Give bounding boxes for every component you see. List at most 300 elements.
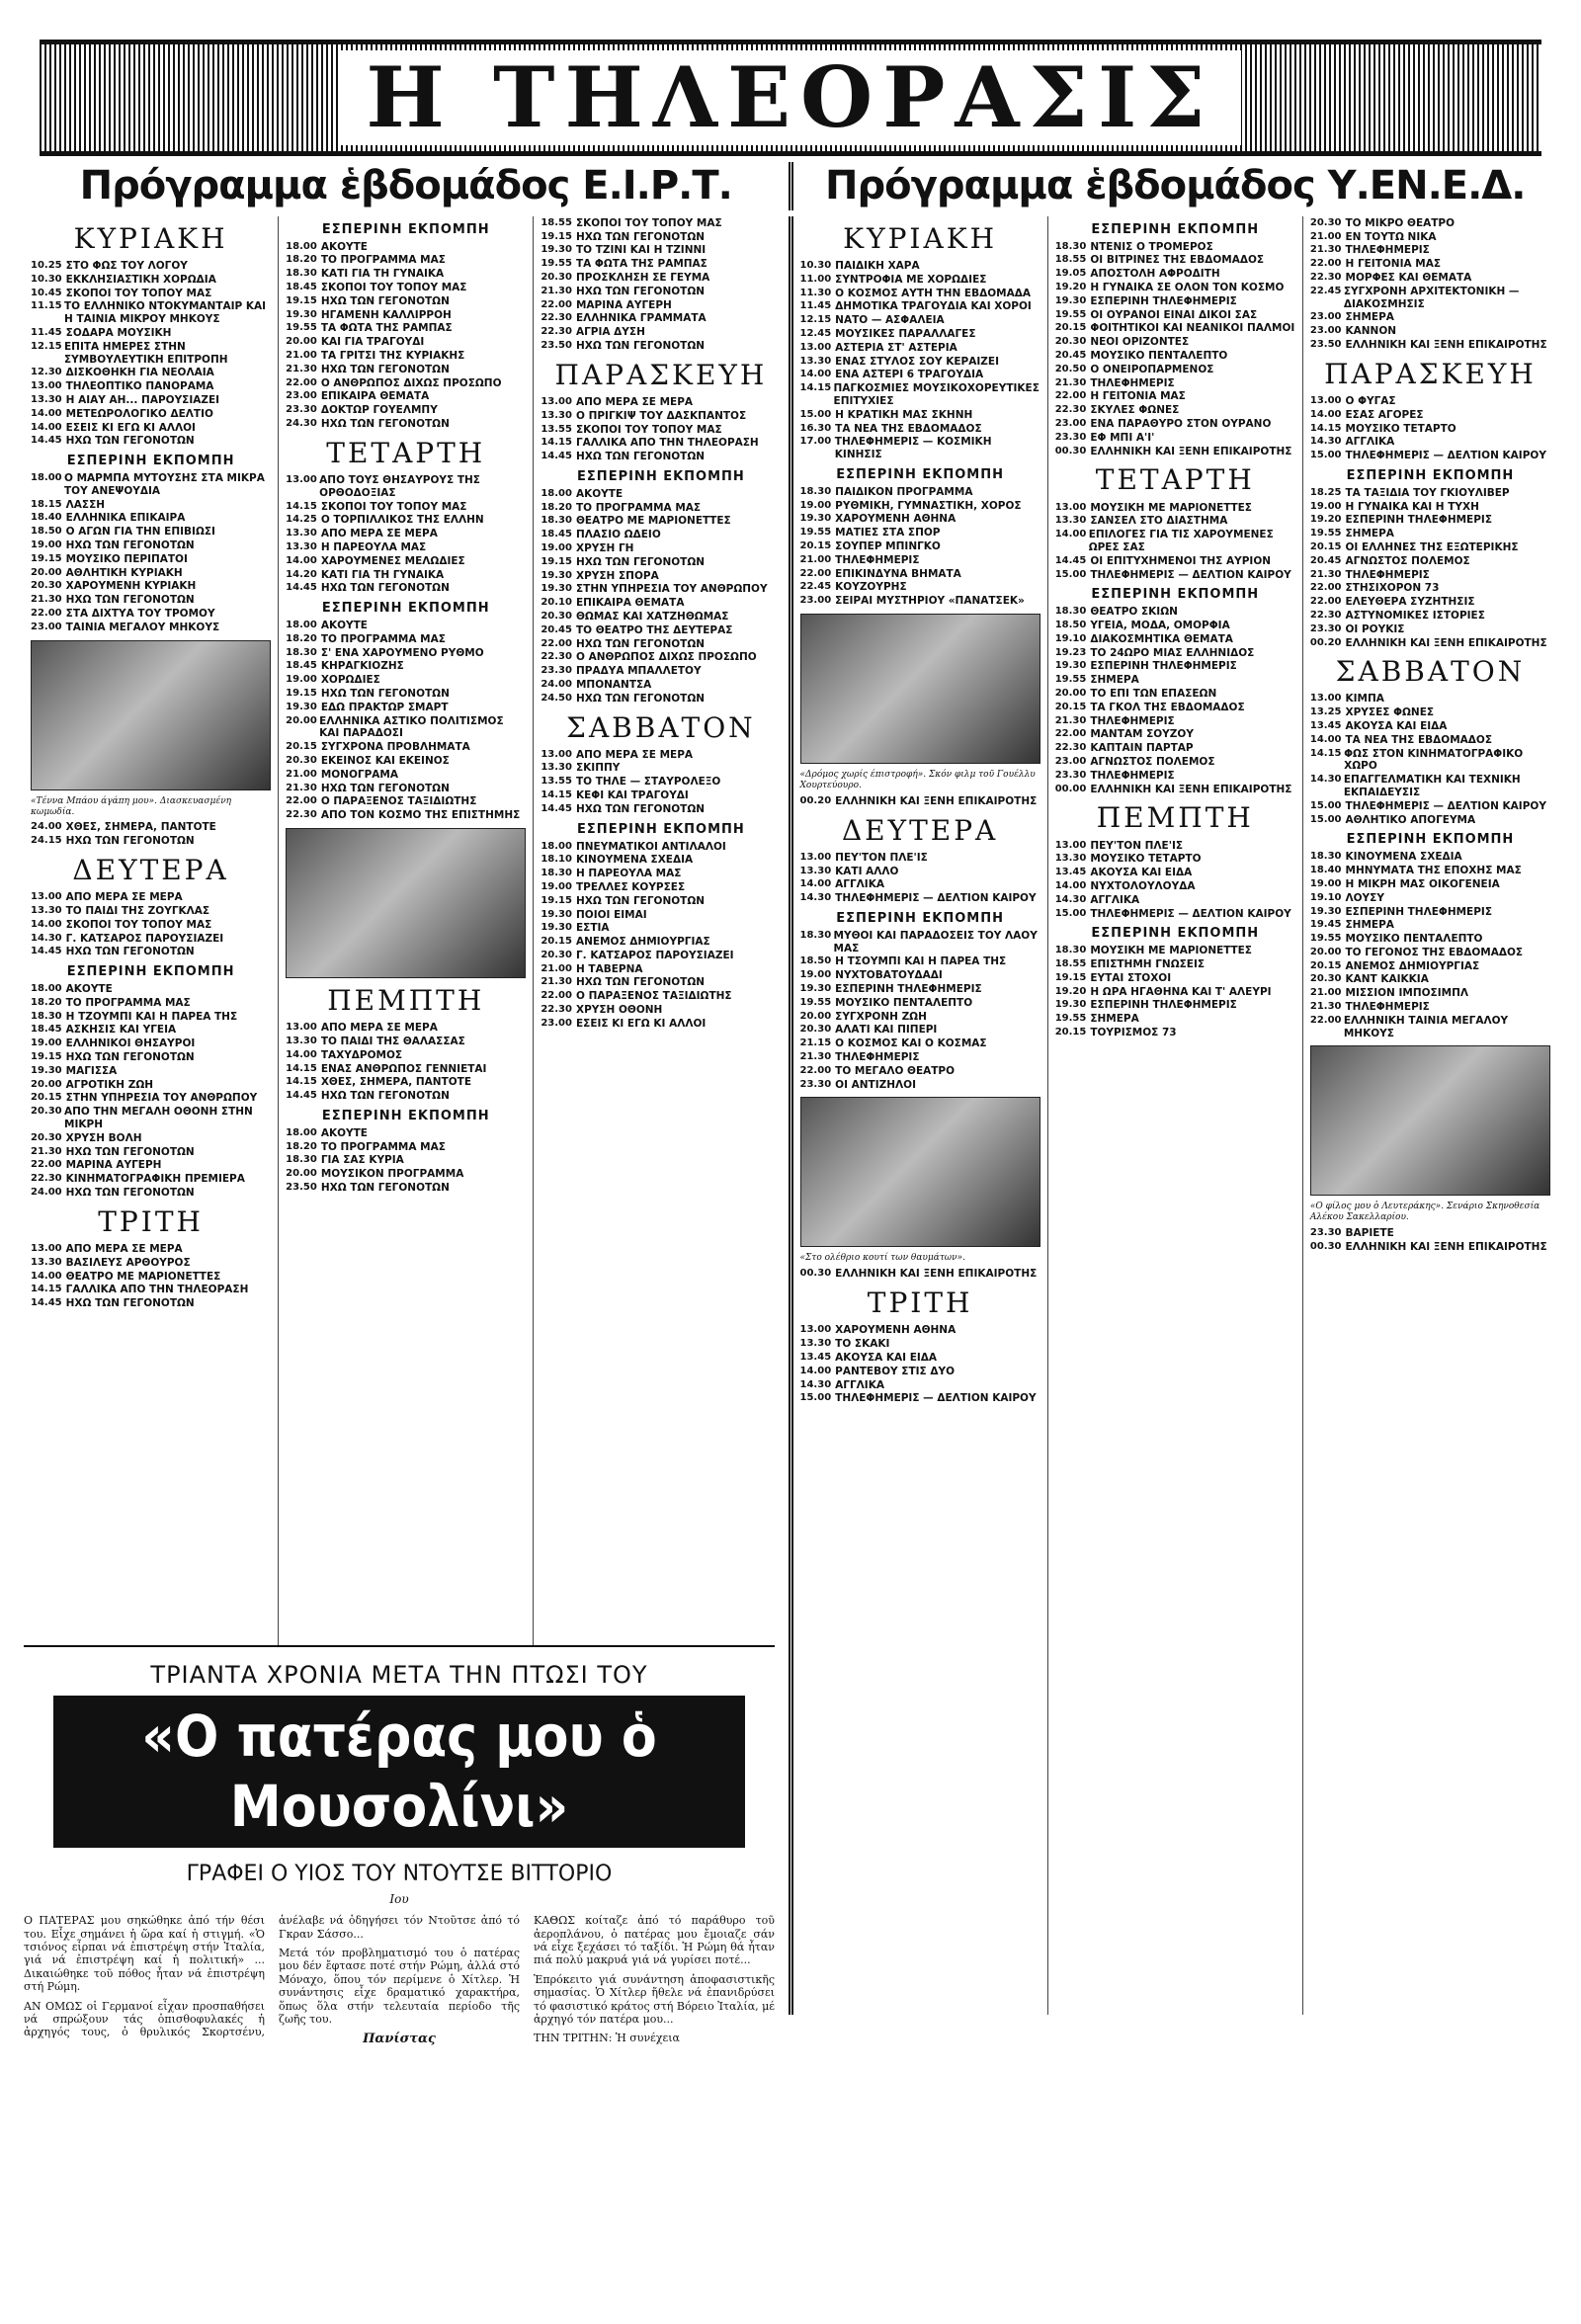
schedule-item [800, 1051, 1040, 1064]
schedule-title: Η ΤΑΒΕΡΝΑ [575, 962, 643, 975]
schedule-title: ΧΘΕΣ, ΣΗΜΕΡΑ, ΠΑΝΤΟΤΕ [65, 821, 216, 834]
schedule-title: ΣΗΜΕΡΑ [1345, 311, 1394, 324]
schedule-time: 14.45 [286, 1090, 317, 1102]
schedule-time: 22.30 [541, 326, 572, 338]
schedule-title: ΣΥΓΧΡΟΝΗ ΖΩΗ [835, 1010, 927, 1023]
schedule-time: 23.30 [541, 665, 572, 677]
schedule-item [1055, 377, 1295, 390]
schedule-item [31, 422, 271, 435]
schedule-title: ΣΟΥΠΕΡ ΜΠΙΝΓΚΟ [835, 540, 941, 552]
schedule-title: ΧΑΡΟΥΜΕΝΕΣ ΜΕΛΩΔΙΕΣ [320, 554, 465, 567]
schedule-list [31, 472, 271, 634]
schedule-time: 18.00 [286, 620, 317, 630]
schedule-time: 22.00 [799, 1064, 832, 1076]
schedule-item [286, 1182, 526, 1195]
schedule-time: 19.00 [799, 499, 832, 511]
schedule-title: ΧΑΡΟΥΜΕΝΗ ΚΥΡΙΑΚΗ [65, 580, 197, 593]
schedule-item [1055, 945, 1295, 957]
schedule-title: ΤΟ ΜΙΚΡΟ ΘΕΑΤΡΟ [1345, 216, 1456, 229]
schedule-time: 13.30 [799, 1338, 832, 1350]
day-heading: ΠΑΡΑΣΚΕΥΗ [554, 358, 768, 391]
schedule-title: ΤΗΛΕΦΗΜΕΡΙΣ — ΔΕΛΤΙΟΝ ΚΑΙΡΟΥ [835, 892, 1037, 905]
schedule-time: 20.30 [799, 1024, 832, 1036]
schedule-time: 22.45 [799, 581, 832, 593]
schedule-title: ΜΟΥΣΙΚΗ ΜΕ ΜΑΡΙΟΝΕΤΤΕΣ [1090, 501, 1252, 514]
schedule-time: 00.20 [1309, 636, 1342, 648]
schedule-title: Σ' ΕΝΑ ΧΑΡΟΥΜΕΝΟ ΡΥΘΜΟ [320, 646, 484, 659]
schedule-title: ΓΙΑ ΣΑΣ ΚΥΡΙΑ [320, 1154, 404, 1167]
schedule-time: 14.45 [286, 582, 317, 594]
schedule-time: 14.30 [799, 1378, 832, 1390]
schedule-time: 22.30 [541, 651, 572, 663]
schedule-title: ΕΣΠΕΡΙΝΗ ΤΗΛΕΦΗΜΕΡΙΣ [1090, 999, 1237, 1012]
schedule-time: 14.45 [31, 946, 62, 957]
schedule-title: ΕΛΛΗΝΙΚΗ ΚΑΙ ΞΕΝΗ ΕΠΙΚΑΙΡΟΤΗΣ [835, 794, 1038, 807]
schedule-item [1310, 693, 1550, 706]
schedule-time: 20.45 [1054, 350, 1087, 362]
schedule-item [1310, 720, 1550, 733]
schedule-item [1310, 973, 1550, 986]
schedule-title: ΗΧΩ ΤΩΝ ΓΕΓΟΝΟΤΩΝ [320, 582, 450, 595]
schedule-time: 14.15 [286, 500, 317, 512]
schedule-time: 21.30 [1309, 568, 1342, 580]
schedule-time: 00.30 [799, 1268, 832, 1280]
schedule-time: 19.30 [286, 308, 317, 320]
schedule-time: 14.30 [1309, 774, 1342, 786]
schedule-item [541, 881, 781, 894]
schedule-time: 19.30 [799, 513, 832, 525]
schedule-title: ΑΓΓΛΙΚΑ [835, 1378, 884, 1391]
eirt-title: Πρόγραμμα ἑβδομάδος Ε.Ι.Ρ.Τ. [24, 162, 793, 210]
schedule-title: ΝΥΧΤΟΛΟΥΛΟΥΔΑ [1090, 879, 1196, 892]
schedule-item [286, 795, 526, 808]
schedule-item [541, 976, 781, 989]
schedule-title: ΗΧΩ ΤΩΝ ΓΕΓΟΝΟΤΩΝ [575, 637, 706, 650]
program-titles [24, 162, 1557, 210]
schedule-item [31, 1159, 271, 1172]
schedule-item [1055, 620, 1295, 632]
schedule-time: 14.00 [1054, 879, 1087, 891]
schedule-title: ΗΧΩ ΤΩΝ ΓΕΓΟΝΟΤΩΝ [65, 594, 195, 607]
schedule-item [1310, 637, 1550, 650]
schedule-item [541, 789, 781, 802]
schedule-title: ΣΤΟ ΦΩΣ ΤΟΥ ΛΟΓΟΥ [65, 259, 188, 272]
schedule-time: 23.00 [541, 1017, 572, 1029]
schedule-time: 20.50 [1054, 363, 1087, 374]
schedule-title: Ο ΤΟΡΠΙΛΛΙΚΟΣ ΤΗΣ ΕΛΛΗΝ [320, 514, 484, 527]
schedule-item [286, 1127, 526, 1140]
schedule-time: 18.00 [286, 1126, 317, 1138]
schedule-title: ΑΚΟΥΣΑ ΚΑΙ ΕΙΔΑ [835, 1351, 938, 1364]
schedule-time: 22.30 [1309, 271, 1342, 283]
schedule-item [31, 1011, 271, 1024]
schedule-title: ΤΑ ΦΩΤΑ ΤΗΣ ΡΑΜΠΑΣ [575, 258, 707, 271]
article-author: Ιου [389, 1891, 409, 1906]
schedule-title: ΗΓΑΜΕΝΗ ΚΑΛΛΙΡΡΟΗ [320, 308, 452, 321]
schedule-time: 19.20 [1054, 282, 1087, 293]
schedule-time: 22.30 [1054, 742, 1087, 754]
schedule-title: ΕΣΕΙΣ ΚΙ ΕΓΩ ΚΙ ΑΛΛΟΙ [65, 421, 196, 434]
schedule-item [286, 295, 526, 308]
schedule-item [286, 282, 526, 294]
schedule-time: 14.00 [799, 369, 832, 380]
schedule-item [1310, 933, 1550, 946]
schedule-item [1310, 919, 1550, 932]
schedule-item [31, 540, 271, 552]
schedule-item [800, 1338, 1040, 1351]
evening-heading: ΕΣΠΕΡΙΝΗ ΕΚΠΟΜΠΗ [321, 601, 490, 617]
schedule-title: ΧΑΡΟΥΜΕΝΗ ΑΘΗΝΑ [835, 1324, 957, 1337]
schedule-item [1055, 432, 1295, 445]
schedule-time: 18.20 [31, 996, 62, 1008]
schedule-time: 19.23 [1054, 646, 1087, 658]
schedule-time: 20.15 [1054, 701, 1087, 712]
schedule-time: 18.30 [799, 485, 832, 497]
schedule-time: 22.00 [799, 567, 832, 579]
schedule-item [31, 1257, 271, 1270]
schedule-time: 19.30 [541, 569, 572, 581]
schedule-title: ΕΠΙΣΤΗΜΗ ΓΝΩΣΕΙΣ [1090, 957, 1206, 970]
schedule-title: ΗΧΩ ΤΩΝ ΓΕΓΟΝΟΤΩΝ [65, 539, 195, 551]
schedule-title: ΤΑΧΥΔΡΟΜΟΣ [320, 1048, 403, 1061]
schedule-item [1310, 610, 1550, 622]
schedule-title: ΣΤΑ ΔΙΧΤΥΑ ΤΟΥ ΤΡΟΜΟΥ [65, 607, 215, 620]
schedule-time: 24.50 [541, 692, 572, 704]
schedule-item [800, 486, 1040, 499]
schedule-time: 18.25 [1309, 486, 1342, 498]
schedule-title: ΑΓΡΙΑ ΔΥΣΗ [575, 326, 645, 339]
day-heading: ΣΑΒΒΑΤΟΝ [1335, 655, 1526, 689]
photo-caption: «Δρόμος χωρίς έπιστροφή». Σκόν φιλμ τοῦ Γουέλλυ Χουρτεύουρο. [799, 769, 1036, 790]
schedule-list [1310, 851, 1550, 1039]
article-subhead: Πανίστας [363, 2032, 436, 2047]
schedule-time: 22.00 [31, 607, 62, 619]
schedule-time: 18.00 [286, 240, 317, 252]
schedule-item [286, 1022, 526, 1035]
schedule-item [800, 314, 1040, 327]
schedule-title: ΣΥΝΤΡΟΦΙΑ ΜΕ ΧΟΡΩΔΙΕΣ [835, 273, 987, 286]
schedule-item [1055, 715, 1295, 728]
schedule-time: 24.30 [286, 418, 317, 430]
schedule-time: 12.30 [31, 367, 62, 378]
schedule-title: ΟΙ ΒΙΤΡΙΝΕΣ ΤΗΣ ΕΒΔΟΜΑΔΟΣ [1090, 254, 1265, 267]
schedule-title: ΤΟ ΜΕΓΑΛΟ ΘΕΑΤΡΟ [835, 1064, 956, 1077]
schedule-item [800, 1366, 1040, 1378]
schedule-time: 14.00 [31, 421, 62, 433]
schedule-item [286, 474, 526, 500]
schedule-time: 20.15 [541, 936, 572, 948]
article-paragraph: Ο ΠΑΤΕΡΑΣ μου σηκώθηκε ἀπό τήν θέσι του. Εἶχε σημάνει ἡ ὥρα καί ἡ στιγμή. «Ὁ τσιόνος εἶρπαι νά ἐπιστρέψη στήν Ἰταλία, γιά νά ἐπιστρέψη καί ἡ πολιτική» ... Δικαιώθηκε τοῦ πόθος ἦταν νά ἐπιστρέψη στή Ρώμη. [24, 1914, 265, 1994]
day-heading: ΠΑΡΑΣΚΕΥΗ [1324, 357, 1537, 390]
schedule-time: 13.30 [31, 393, 62, 405]
schedule-title: Ο ΠΑΡΑΞΕΝΟΣ ΤΑΞΙΔΙΩΤΗΣ [575, 990, 732, 1003]
schedule-time: 18.20 [286, 1140, 317, 1152]
day-heading: ΠΕΜΠΤΗ [327, 983, 485, 1017]
schedule-time: 18.10 [541, 854, 572, 866]
day-heading: ΚΥΡΙΑΚΗ [73, 221, 228, 255]
schedule-time: 14.25 [286, 514, 317, 526]
schedule-item [800, 1324, 1040, 1337]
schedule-title: ΗΧΩ ΤΩΝ ΓΕΓΟΝΟΤΩΝ [575, 451, 706, 463]
schedule-list [800, 260, 1040, 461]
schedule-time: 22.30 [541, 312, 572, 324]
schedule-item [31, 1271, 271, 1284]
schedule-time: 20.10 [541, 597, 572, 609]
schedule-item [541, 1018, 781, 1031]
schedule-title: ΤΟ ΠΡΟΓΡΑΜΜΑ ΜΑΣ [575, 501, 702, 514]
schedule-title: ΜΟΝΟΓΡΑΜΑ [320, 768, 398, 781]
schedule-time: 18.55 [541, 216, 572, 228]
schedule-item [800, 1379, 1040, 1392]
schedule-time: 23.30 [1309, 1227, 1342, 1239]
photo-still [286, 828, 526, 978]
schedule-title: ΧΡΥΣΗ ΒΟΛΗ [65, 1131, 142, 1144]
schedule-title: ΗΧΩ ΤΩΝ ΓΕΓΟΝΟΤΩΝ [575, 692, 706, 705]
schedule-time: 20.30 [541, 949, 572, 960]
article-kicker: ΤΡΙΑΝΤΑ ΧΡΟΝΙΑ ΜΕΤΑ ΤΗΝ ΠΤΩΣΙ ΤΟΥ [150, 1661, 648, 1689]
schedule-time: 22.45 [1309, 285, 1342, 296]
schedule-title: ΕΣΤΙΑ [575, 922, 610, 935]
schedule-time: 19.15 [31, 1051, 62, 1063]
schedule-title: ΑΚΟΥΤΕ [65, 983, 113, 996]
schedule-title: ΑΚΟΥΤΕ [320, 620, 368, 631]
evening-heading: ΕΣΠΕΡΙΝΗ ΕΚΠΟΜΠΗ [577, 468, 745, 484]
schedule-title: ΤΗΛΕΦΗΜΕΡΙΣ [1345, 568, 1430, 581]
schedule-item [1310, 311, 1550, 324]
schedule-item [1310, 541, 1550, 554]
photo-caption: «Ο φίλος μου ὁ Λευτεράκης». Σενάριο Σκηνοθεσία Αλέκου Σακελλαρίου. [1309, 1202, 1540, 1223]
schedule-title: ΕΛΛΗΝΙΚΗ ΚΑΙ ΞΕΝΗ ΕΠΙΚΑΙΡΟΤΗΣ [835, 1268, 1038, 1281]
schedule-item [1055, 350, 1295, 363]
schedule-time: 22.00 [1309, 258, 1342, 270]
schedule-item [286, 688, 526, 701]
schedule-time: 20.00 [799, 1010, 832, 1022]
schedule-title: ΑΝΕΜΟΣ ΔΗΜΙΟΥΡΓΙΑΣ [1345, 959, 1480, 972]
schedule-title: ΤΑ ΤΑΞΙΔΙΑ ΤΟΥ ΓΚΙΟΥΛΙΒΕΡ [1345, 486, 1510, 499]
schedule-item [1310, 865, 1550, 877]
article-paragraph: Ἐπρόκειτο γιά συνάντηση ἀποφασιστικῆς σημασίας. Ὁ Χίτλερ ἤθελε νά ἐπανιδρύσει τό φασιστικό κράτος στή Βόρειο Ἰταλία, μέ ἀρχηγό τόν πατέρα μου... [534, 1972, 775, 2027]
schedule-title: ΡΥΘΜΙΚΗ, ΓΥΜΝΑΣΤΙΚΗ, ΧΟΡΟΣ [835, 499, 1022, 512]
schedule-time: 20.15 [799, 540, 832, 551]
schedule-title: ΜΟΥΣΙΚΟ ΠΕΝΤΑΛΕΠΤΟ [835, 996, 973, 1009]
schedule-time: 13.00 [799, 1324, 832, 1336]
schedule-title: ΠΡΑΔΥΑ ΜΠΑΛΛΕΤΟΥ [575, 665, 702, 678]
schedule-title: ΗΧΩ ΤΩΝ ΓΕΓΟΝΟΤΩΝ [320, 1181, 450, 1194]
schedule-item [31, 512, 271, 525]
article-paragraph: ΑΝ ΟΜΩΣ οἱ Γερμανοί εἶχαν προσπαθήσει νά σπρώξουν τάς ὁπισθοφυλακές ἡ ἀρχηγός τους, ὁ θρυλικός Σκορτσένυ, ἀνέλαβε νά ὁδηγήσει τόν Ντοῦτσε ἀπό τό Γκραν Σάσσο... [24, 1914, 520, 2039]
schedule-item [1310, 582, 1550, 595]
schedule-item [1310, 1241, 1550, 1254]
schedule-time: 14.45 [1054, 554, 1087, 566]
schedule-time: 20.30 [541, 271, 572, 283]
schedule-item [800, 369, 1040, 381]
schedule-item [1310, 1227, 1550, 1240]
schedule-time: 22.30 [31, 1173, 62, 1185]
evening-heading: ΕΣΠΕΡΙΝΗ ΕΚΠΟΜΠΗ [1091, 587, 1260, 603]
schedule-item [286, 755, 526, 768]
schedule-item [800, 513, 1040, 526]
schedule-time: 24.15 [31, 835, 62, 847]
schedule-item [31, 260, 271, 273]
schedule-time: 19.15 [286, 687, 317, 699]
schedule-title: ΤΗΛΕΦΗΜΕΡΙΣ [1090, 714, 1175, 727]
schedule-item [541, 556, 781, 569]
schedule-time: 21.30 [1309, 244, 1342, 256]
schedule-title: ΝΤΕΝΙΣ Ο ΤΡΟΜΕΡΟΣ [1090, 240, 1213, 253]
schedule-time: 13.45 [1054, 867, 1087, 878]
schedule-time: 18.30 [1054, 606, 1087, 618]
schedule-item [541, 762, 781, 775]
schedule-title: ΕΝΑΣ ΣΤΥΛΟΣ ΣΟΥ ΚΕΡΑΙΖΕΙ [835, 355, 999, 368]
schedule-title: ΚΑΤΙ ΓΙΑ ΤΗ ΓΥΝΑΙΚΑ [320, 568, 445, 581]
schedule-item [31, 380, 271, 393]
schedule-title: ΚΑΤΙ ΑΛΛΟ [835, 865, 899, 877]
schedule-time: 22.00 [1054, 390, 1087, 402]
schedule-time: 11.30 [799, 287, 832, 298]
schedule-item [31, 1038, 271, 1050]
schedule-time: 19.00 [1309, 500, 1342, 512]
schedule-time: 18.45 [286, 660, 317, 672]
schedule-item [541, 340, 781, 353]
schedule-item [541, 286, 781, 298]
schedule-time: 14.15 [799, 382, 832, 394]
schedule-item [286, 322, 526, 335]
schedule-item [31, 905, 271, 918]
schedule-item [31, 919, 271, 932]
schedule-item [286, 633, 526, 646]
schedule-item [800, 581, 1040, 594]
schedule-title: ΧΑΡΟΥΜΕΝΗ ΑΘΗΝΑ [835, 513, 957, 526]
schedule-item [286, 377, 526, 390]
schedule-time: 20.00 [286, 1168, 317, 1180]
schedule-time: 12.15 [31, 340, 62, 352]
schedule-item [800, 866, 1040, 878]
schedule-title: ΚΑΠΤΑΙΝ ΠΑΡΤΑΡ [1090, 742, 1194, 755]
schedule-time: 18.30 [541, 868, 572, 879]
schedule-time: 21.30 [286, 782, 317, 793]
schedule-time: 20.00 [1054, 687, 1087, 699]
schedule-item [286, 254, 526, 267]
schedule-item [1310, 623, 1550, 636]
schedule-item [800, 892, 1040, 905]
schedule-time: 15.00 [1309, 450, 1342, 461]
schedule-title: ΓΑΛΛΙΚΑ ΑΠΟ ΤΗΝ ΤΗΛΕΟΡΑΣΗ [65, 1284, 249, 1296]
day-heading: ΤΕΤΑΡΤΗ [326, 436, 486, 469]
schedule-item [31, 1173, 271, 1186]
schedule-list [286, 474, 526, 595]
photo-caption: «Στο ολέθριο κουτί των θαυμάτων». [799, 1253, 965, 1264]
schedule-list [800, 930, 1040, 1092]
schedule-item [31, 1051, 271, 1064]
schedule-title: ΑΠΟ ΤΗΝ ΜΕΓΑΛΗ ΟΘΟΝΗ ΣΤΗΝ ΜΙΚΡΗ [64, 1106, 253, 1131]
photo-still [31, 640, 271, 790]
schedule-item [541, 693, 781, 706]
schedule-time: 18.20 [286, 254, 317, 266]
schedule-item [1310, 436, 1550, 449]
schedule-item [1055, 404, 1295, 417]
schedule-title: ΤΑ ΝΕΑ ΤΗΣ ΕΒΔΟΜΑΔΟΣ [835, 422, 982, 435]
schedule-item [31, 327, 271, 340]
schedule-time: 23.00 [1054, 755, 1087, 767]
schedule-item [31, 300, 271, 326]
schedule-item [1055, 254, 1295, 267]
schedule-title: Η ΤΣΟΥΜΠΙ ΚΑΙ Η ΠΑΡΕΑ ΤΗΣ [835, 955, 1007, 968]
evening-heading: ΕΣΠΕΡΙΝΗ ΕΚΠΟΜΠΗ [321, 221, 490, 237]
schedule-time: 18.20 [541, 501, 572, 513]
schedule-item [541, 437, 781, 450]
schedule-time: 13.30 [31, 905, 62, 917]
schedule-item [286, 741, 526, 754]
schedule-time: 21.00 [1309, 230, 1342, 242]
schedule-time: 21.00 [541, 962, 572, 974]
schedule-title: ΗΧΩ ΤΩΝ ΓΕΓΟΝΟΤΩΝ [320, 782, 450, 794]
schedule-title: ΣΗΜΕΡΑ [1090, 1013, 1139, 1026]
column-5 [1048, 216, 1303, 2015]
schedule-item [541, 665, 781, 678]
schedule-time: 14.00 [799, 1365, 832, 1376]
schedule-title: ΚΕΦΙ ΚΑΙ ΤΡΑΓΟΥΔΙ [575, 789, 689, 802]
schedule-time: 21.30 [286, 363, 317, 374]
schedule-item [541, 990, 781, 1003]
schedule-title: ΕΦ ΜΠΙ Α'Ι' [1090, 431, 1155, 444]
schedule-item [800, 500, 1040, 513]
schedule-title: ΕΠΙΤΑ ΗΜΕΡΕΣ ΣΤΗΝ ΣΥΜΒΟΥΛΕΥΤΙΚΗ ΕΠΙΤΡΟΠΗ [64, 340, 228, 366]
schedule-list [800, 1268, 1040, 1281]
schedule-title: ΕΝ ΤΟΥΤΩ ΝΙΚΑ [1345, 230, 1437, 243]
schedule-item [286, 620, 526, 632]
schedule-title: ΤΑ ΓΡΙΤΣΙ ΤΗΣ ΚΥΡΙΑΚΗΣ [320, 350, 465, 363]
schedule-time: 14.00 [799, 878, 832, 890]
schedule-item [1055, 282, 1295, 294]
schedule-time: 20.15 [1309, 959, 1342, 971]
schedule-title: Η ΓΥΝΑΙΚΑ ΚΑΙ Η ΤΥΧΗ [1345, 500, 1479, 513]
schedule-time: 18.30 [1054, 240, 1087, 252]
schedule-title: ΤΗΛΕΦΗΜΕΡΙΣ [1090, 769, 1175, 782]
schedule-item [800, 1011, 1040, 1024]
schedule-time: 19.30 [541, 922, 572, 934]
schedule-time: 19.15 [1054, 971, 1087, 983]
schedule-item [541, 326, 781, 339]
schedule-title: ΚΑΤΙ ΓΙΑ ΤΗ ΓΥΝΑΙΚΑ [320, 268, 445, 281]
schedule-item [1310, 423, 1550, 436]
schedule-title: ΝΑΤΟ — ΑΣΦΑΛΕΙΑ [835, 314, 945, 327]
schedule-title: ΤΟ ΤΖΙΝΙ ΚΑΙ Η ΤΖΙΝΝΙ [575, 244, 707, 257]
schedule-list [31, 260, 271, 448]
schedule-title: ΤΗΛΕΦΗΜΕΡΙΣ [1345, 1001, 1430, 1014]
schedule-title: ΤΟ ΠΡΟΓΡΑΜΜΑ ΜΑΣ [65, 996, 191, 1009]
schedule-title: ΕΛΛΗΝΙΚΗ ΚΑΙ ΞΕΝΗ ΕΠΙΚΑΙΡΟΤΗΣ [1345, 1241, 1547, 1254]
schedule-title: ΑΓΓΛΙΚΑ [835, 878, 884, 891]
schedule-title: ΕΣΑΣ ΑΓΟΡΕΣ [1345, 408, 1424, 421]
schedule-title: ΜΟΡΦΕΣ ΚΑΙ ΘΕΜΑΤΑ [1345, 271, 1472, 284]
schedule-item [286, 660, 526, 673]
schedule-list [1055, 502, 1295, 582]
schedule-title: ΜΟΥΣΙΚΟΝ ΠΡΟΓΡΑΜΜΑ [320, 1168, 464, 1181]
schedule-list [800, 852, 1040, 905]
schedule-title: ΕΚΕΙΝΟΣ ΚΑΙ ΕΚΕΙΝΟΣ [320, 754, 450, 767]
schedule-time: 19.45 [1309, 919, 1342, 931]
schedule-time: 23.30 [1054, 769, 1087, 781]
schedule-item [800, 1024, 1040, 1037]
schedule-title: ΟΙ ΕΠΙΤΥΧΗΜΕΝΟΙ ΤΗΣ ΑΥΡΙΟΝ [1090, 554, 1272, 567]
masthead [40, 40, 1541, 156]
schedule-title: ΧΡΥΣΗ ΣΠΟΡΑ [575, 569, 659, 582]
schedule-item [1055, 702, 1295, 714]
schedule-title: ΑΘΛΗΤΙΚΗ ΚΥΡΙΑΚΗ [65, 566, 183, 579]
schedule-title: ΧΘΕΣ, ΣΗΜΕΡΑ, ΠΑΝΤΟΤΕ [320, 1076, 471, 1089]
schedule-title: ΣΚΟΠΟΙ ΤΟΥ ΤΟΠΟΥ ΜΑΣ [575, 423, 722, 436]
schedule-time: 13.30 [1054, 853, 1087, 865]
